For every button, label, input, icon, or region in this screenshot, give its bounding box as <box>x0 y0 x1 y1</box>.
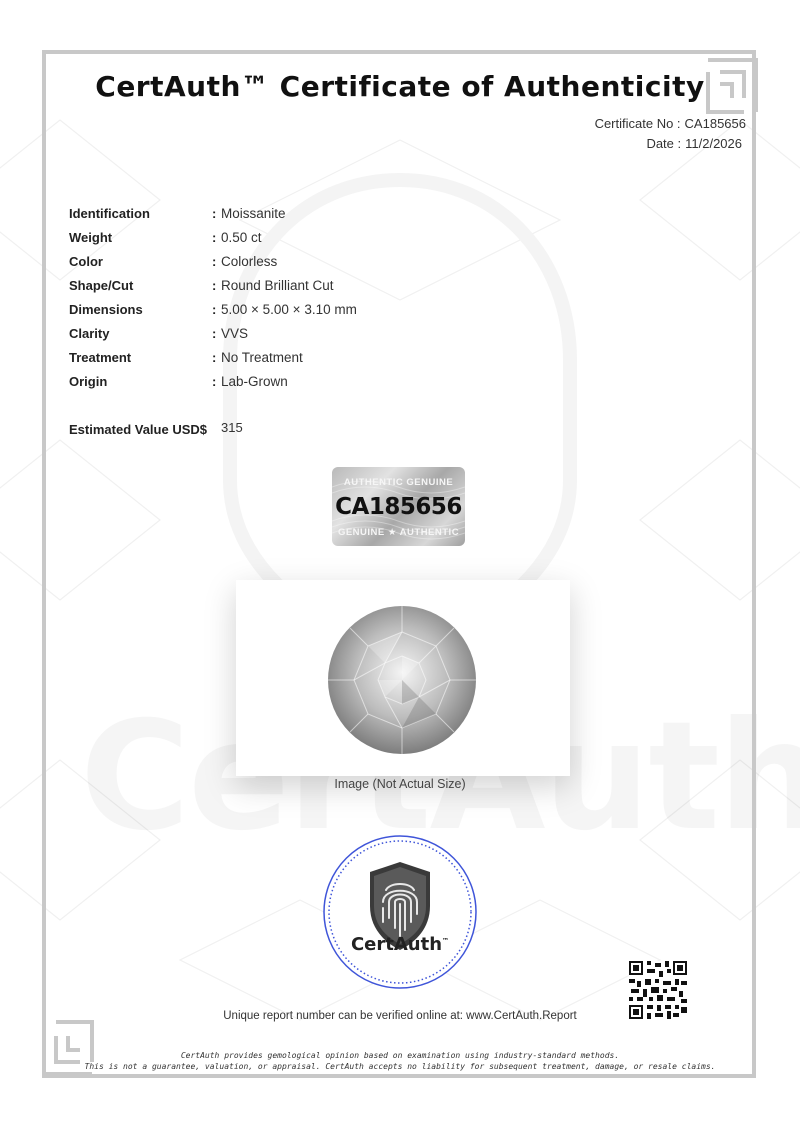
certauth-logo-text <box>320 934 480 955</box>
certauth-seal <box>320 832 480 992</box>
detail-label: Color <box>69 254 103 269</box>
disclaimer-line-2: This is not a guarantee, valuation, or appraisal. CertAuth accepts no liability for subsequent treatment, damage, or resale claims. <box>84 1062 716 1071</box>
estimated-value-row <box>69 420 243 437</box>
estimated-value-label: Estimated Value USD$ <box>69 422 207 437</box>
disclaimer-line-1: CertAuth provides gemological opinion based on examination using industry-standard methods. <box>180 1051 620 1060</box>
colon: : <box>212 278 217 293</box>
verification-note: Unique report number can be verified online at: www.CertAuth.Report <box>223 1010 577 1022</box>
colon: : <box>212 254 217 269</box>
logo-name: CertAuth <box>350 934 443 955</box>
seal-code: CA185656 <box>335 494 462 520</box>
certificate-date-value: 11/2/2026 <box>685 136 742 151</box>
detail-label: Weight <box>69 230 113 245</box>
detail-value: VVS <box>221 326 249 341</box>
page-title: CertAuth™ Certificate of Authenticity <box>95 70 705 103</box>
detail-label: Origin <box>69 374 108 389</box>
detail-value: Round Brilliant Cut <box>221 278 334 293</box>
logo-trademark: ™ <box>442 937 450 945</box>
detail-value: Colorless <box>221 254 278 269</box>
detail-value: 0.50 ct <box>221 230 262 245</box>
detail-label: Clarity <box>69 326 110 341</box>
colon: : <box>212 326 217 341</box>
detail-label: Identification <box>69 206 150 221</box>
detail-value: No Treatment <box>221 350 303 365</box>
certificate-number-label: Certificate No : <box>594 116 681 131</box>
seal-bottom-text: GENUINE ★ AUTHENTIC <box>337 527 460 538</box>
detail-label: Dimensions <box>69 302 143 317</box>
certificate-number <box>595 116 746 131</box>
colon: : <box>212 350 217 365</box>
gemstone-photo <box>236 580 570 776</box>
colon: : <box>212 302 217 317</box>
diamond-image <box>324 602 480 758</box>
colon: : <box>212 374 217 389</box>
certificate-number-value: CA185656 <box>684 116 746 131</box>
detail-value: 5.00 × 5.00 × 3.10 mm <box>221 302 357 317</box>
detail-label: Shape/Cut <box>69 278 134 293</box>
estimated-value: 315 <box>221 420 243 435</box>
hologram-seal <box>332 467 465 546</box>
detail-value: Lab-Grown <box>221 374 288 389</box>
colon: : <box>212 206 217 221</box>
detail-value: Moissanite <box>221 206 286 221</box>
image-caption: Image (Not Actual Size) <box>334 777 466 791</box>
detail-label: Treatment <box>69 350 132 365</box>
certificate-date-label: Date : <box>646 136 682 151</box>
colon: : <box>212 230 217 245</box>
seal-top-text: AUTHENTIC GENUINE <box>343 477 454 488</box>
certificate-date <box>646 136 742 151</box>
